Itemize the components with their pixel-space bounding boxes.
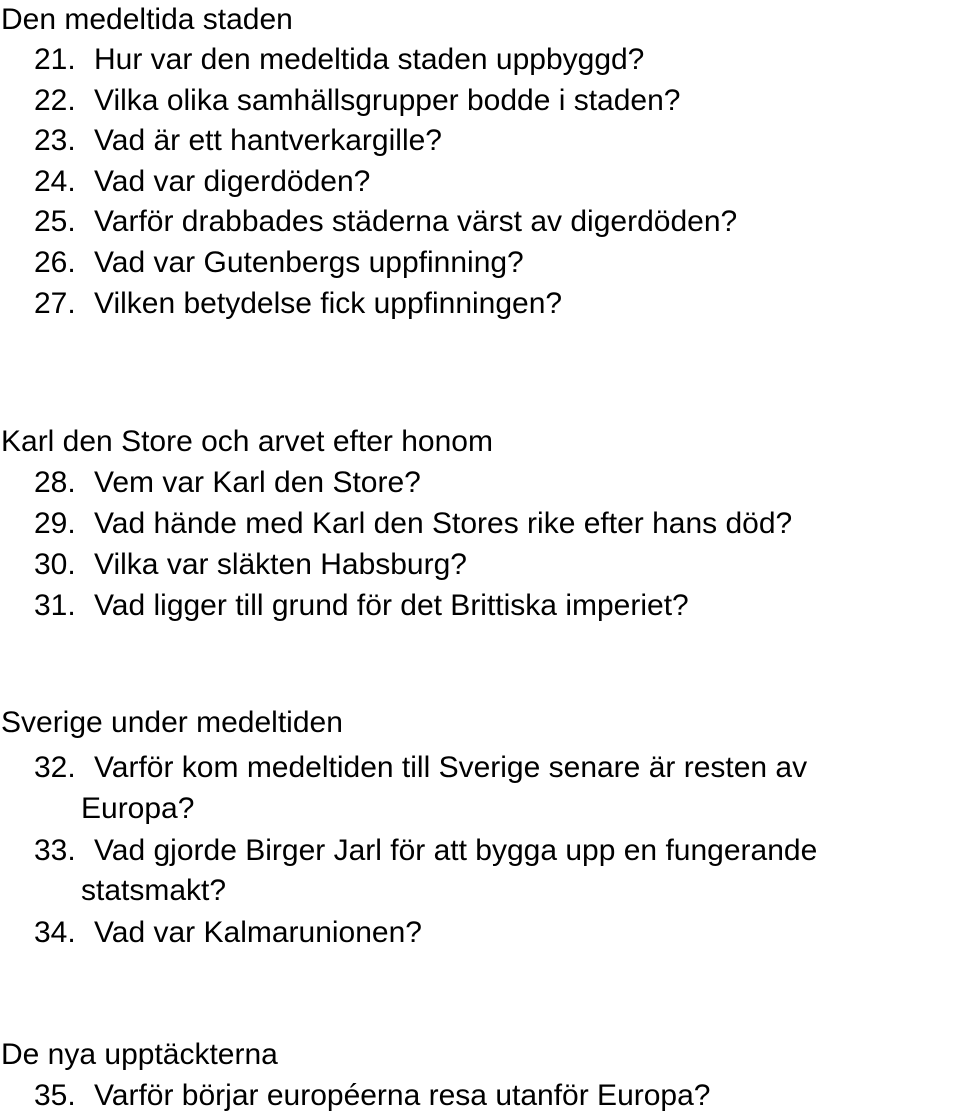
question-number: 33. [34,834,76,867]
question-number: 30. [34,548,76,581]
question-text: Vad var Kalmarunionen? [94,916,422,949]
question-number: 31. [34,589,76,622]
section-title: Sverige under medeltiden [1,706,343,739]
question-number: 32. [34,751,76,784]
question-text: Vad gjorde Birger Jarl för att bygga upp en fungerande [94,834,818,867]
question-number: 34. [34,916,76,949]
question-text: Vad hände med Karl den Stores rike efter hans död? [94,507,793,540]
question-number: 23. [34,124,76,157]
question-text: Hur var den medeltida staden uppbyggd? [94,43,645,76]
question-number: 27. [34,287,76,320]
question-text: Vilken betydelse fick uppfinningen? [94,287,563,320]
question-text-continuation: Europa? [81,792,195,825]
question-text: Varför börjar européerna resa utanför Europa? [94,1079,711,1112]
question-text: Varför drabbades städerna värst av digerdöden? [94,205,738,238]
question-text: Vad ligger till grund för det Brittiska imperiet? [94,589,689,622]
question-text: Varför kom medeltiden till Sverige senare är resten av [94,751,808,784]
question-number: 35. [34,1079,76,1112]
question-text-continuation: statsmakt? [81,874,227,907]
question-number: 26. [34,246,76,279]
question-number: 22. [34,84,76,117]
question-text: Vem var Karl den Store? [94,466,421,499]
question-number: 24. [34,165,76,198]
section-title: Den medeltida staden [1,3,293,36]
section-title: Karl den Store och arvet efter honom [1,425,493,458]
question-number: 25. [34,205,76,238]
question-text: Vad var Gutenbergs uppfinning? [94,246,524,279]
question-number: 28. [34,466,76,499]
question-text: Vad var digerdöden? [94,165,371,198]
question-text: Vilka var släkten Habsburg? [94,548,467,581]
section-title: De nya upptäckterna [1,1038,278,1071]
question-number: 29. [34,507,76,540]
question-number: 21. [34,43,76,76]
question-text: Vad är ett hantverkargille? [94,124,442,157]
question-text: Vilka olika samhällsgrupper bodde i staden? [94,84,681,117]
